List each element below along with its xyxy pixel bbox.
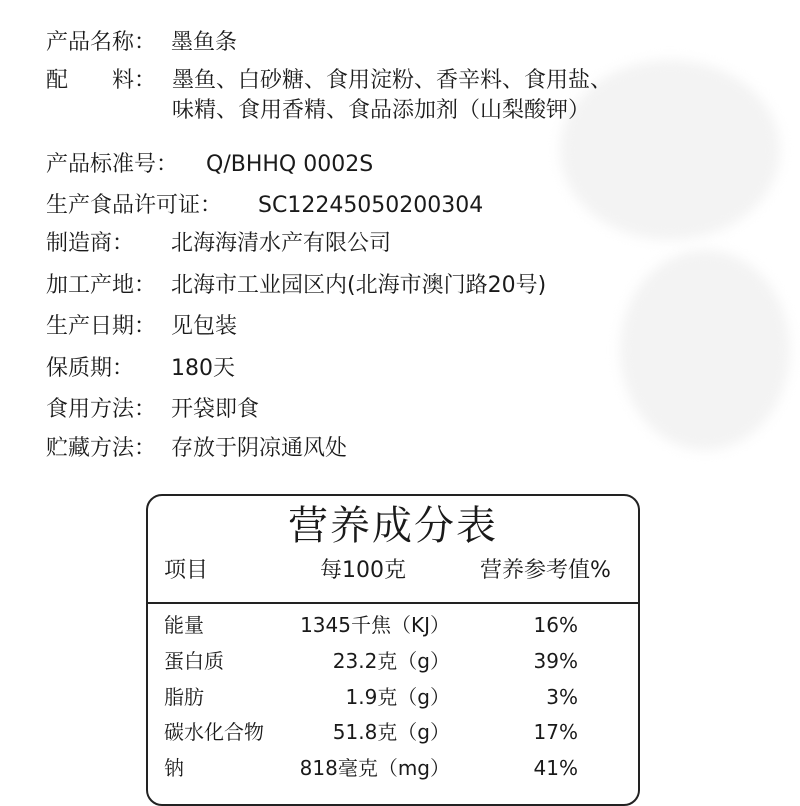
date-row: [46, 312, 238, 342]
nutrient-nrv: 16%: [533, 613, 578, 637]
maker-label: 制造商：: [46, 231, 135, 256]
background-smudge: [620, 250, 790, 450]
nutrient-nrv: 39%: [533, 649, 578, 673]
nutrient-nrv: 41%: [533, 756, 578, 780]
storage-row: [46, 434, 348, 464]
usage-row: [46, 395, 260, 425]
maker-row: [46, 229, 392, 259]
shelf-life-value: 180天: [171, 356, 235, 381]
table-divider: [148, 602, 638, 604]
standard-label: 产品标准号：: [46, 152, 179, 177]
maker-value: 北海海清水产有限公司: [171, 231, 392, 256]
nutrition-table: [146, 494, 640, 806]
origin-row: [46, 271, 547, 301]
table-row: [148, 717, 638, 753]
license-value: SC12245050200304: [258, 193, 484, 218]
header-nrv: 营养参考值%: [480, 558, 611, 583]
nutrient-name: 碳水化合物: [164, 720, 264, 744]
product-name-label: 产品名称：: [46, 30, 157, 55]
origin-value: 北海市工业园区内(北海市澳门路20号): [171, 273, 547, 298]
table-row: [148, 682, 638, 718]
nutrient-nrv: 3%: [546, 685, 578, 709]
license-row: [46, 191, 484, 221]
storage-label: 贮藏方法：: [46, 436, 157, 461]
nutrient-name: 能量: [164, 613, 204, 637]
usage-label: 食用方法：: [46, 397, 157, 422]
usage-value: 开袋即食: [171, 397, 260, 422]
date-label: 生产日期：: [46, 314, 157, 339]
nutrient-name: 脂肪: [164, 685, 204, 709]
shelf-life-row: [46, 354, 235, 384]
nutrient-amount: 23.2克（g）: [332, 649, 450, 673]
table-row: [148, 610, 638, 646]
origin-label: 加工产地：: [46, 273, 157, 298]
license-label: 生产食品许可证：: [46, 193, 223, 218]
standard-value: Q/BHHQ 0002S: [206, 152, 374, 177]
ingredients-value: 墨鱼、白砂糖、食用淀粉、香辛料、食用盐、味精、食用香精、食品添加剂（山梨酸钾）: [172, 68, 613, 123]
storage-value: 存放于阴凉通风处: [171, 436, 348, 461]
header-per-100g: 每100克: [320, 558, 406, 583]
nutrient-nrv: 17%: [533, 720, 578, 744]
product-name-value: 墨鱼条: [171, 30, 238, 55]
standard-row: [46, 150, 374, 180]
nutrient-amount: 51.8克（g）: [332, 720, 450, 744]
shelf-life-label: 保质期：: [46, 356, 135, 381]
nutrition-title: 营养成分表: [288, 503, 498, 549]
product-name-row: [46, 28, 238, 58]
header-item: 项目: [164, 558, 209, 583]
nutrient-amount: 818毫克（mg）: [299, 756, 450, 780]
nutrient-name: 钠: [164, 756, 184, 780]
nutrient-amount: 1345千焦（KJ）: [300, 613, 450, 637]
table-row: [148, 646, 638, 682]
nutrient-amount: 1.9克（g）: [345, 685, 450, 709]
table-row: [148, 753, 638, 789]
ingredients-label: 配 料：: [46, 68, 157, 93]
nutrient-name: 蛋白质: [164, 649, 224, 673]
date-value: 见包装: [171, 314, 238, 339]
